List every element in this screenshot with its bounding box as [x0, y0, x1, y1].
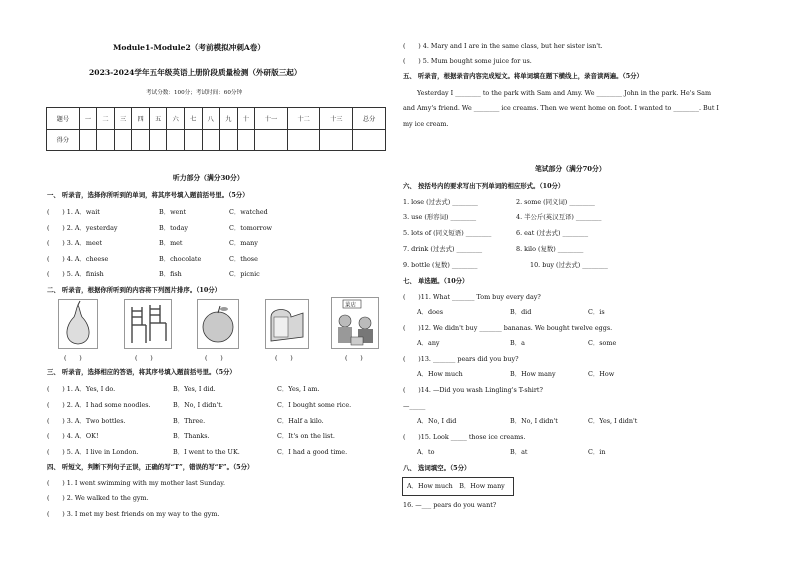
list-item: ( ) 1. A．Yes, I do. — [47, 385, 116, 393]
score-table-header-row: 题号 一 二 三 四 五 六 七 八 九 十 十一 十二 十三 总分 — [47, 108, 386, 130]
list-item: 5. lots of (同义短语) ________ — [403, 229, 492, 237]
bread-picture — [265, 299, 309, 349]
list-item: 9. bottle (复数) ________ — [403, 261, 478, 269]
score-table — [46, 107, 386, 151]
shop-sign: 菜店 — [345, 302, 357, 309]
list-item: ( ) 4. Mary and I are in the same class, but her sister isn't. — [403, 42, 603, 50]
word-box-options: A．How much B．How many — [407, 482, 505, 490]
list-item: ( ) 3. A．meet — [47, 239, 103, 247]
exam-title: Module1-Module2（考前模拟冲刺A卷） — [113, 43, 265, 52]
list-item: ( ) 1. A．wait — [47, 208, 100, 216]
list-item: 10. buy (过去式) ________ — [530, 261, 608, 269]
picture-blank[interactable]: ( ) — [135, 354, 153, 362]
list-item: ( ) 3. A．Two bottles. — [47, 417, 126, 425]
exam-info: 考试分数：100分；考试时间：60分钟 — [146, 90, 243, 96]
list-item: 8. kilo (复数) ________ — [516, 245, 584, 253]
section-7-title: 七、 单选题。（10分） — [403, 277, 469, 285]
list-item: 6. eat (过去式) ________ — [516, 229, 589, 237]
list-item: ( ) 3. I met my best friends on my way to the gym. — [47, 510, 220, 518]
section-2-title: 二、 听录音，根据你所听到的内容将下列图片排序。（10分） — [47, 286, 222, 294]
list-item: ( ) 5. A．I live in London. — [47, 448, 139, 456]
picture-blank[interactable]: ( ) — [64, 354, 82, 362]
section-6-title: 六、 按括号内的要求写出下列单词的相应形式。（10分） — [403, 182, 565, 190]
list-item: ( ) 5. Mum bought some juice for us. — [403, 57, 532, 65]
section-4-title: 四、 听短文，判断下列句子正误，正确的写“T”，错误的写“F”。（5分） — [47, 463, 254, 471]
passage-line: Yesterday I ________ to the park with Sam and Amy. We ________ John in the park. He's Sam — [417, 89, 712, 97]
question-15: ( )15. Look _____ those ice creams. — [403, 433, 526, 441]
right-column: ( ) 4. Mary and I are in the same class, but her sister isn't. ( ) 5. Mum bought some juice for us. 五、 听录音，根据录音内容完成短文。将单词填在题下横线上，录音读两遍。（5分） Yesterday I ________ to the park with Sam and Amy. We ________ John in the park. He's Sam and Amy's friend. We ________ ice creams. Then we went home on foot. I wanted to ________. But I my ice cream. 笔试部分（满分70分） 六、 按括号内的要求写出下列单词的相应形式。（10分） 1. lose (过去式) ________ 2. some (同义词) ________ 3. use (形容词) ________ 4. 半公斤(英汉互译) ________ 5. lots of (同义短语) ________ 6. eat (过去式) ________ 7. drink (过去式) ________ 8. kilo (复数) ________ 9. bottle (复数) ________ 10. buy (过去式) ________ 七、 单选题。（10分） ( )11. What _______ Tom buy every day? A．does B．did C．is ( )12. We didn't buy _______ bananas. We bought twelve eggs. A．any B．a C．some ( )13. _______ pears did you buy? A．How much B．How many C．How ( )14. —Did you wash Lingling's T-shirt? —_____ A．No, I did B．No, I didn't C．Yes, I didn't ( )15. Look _____ those ice creams. A．to B．at C．in 八、 选词填空。（5分） A．How much B．How many 16. —___ pears do you want? — [403, 42, 719, 509]
section-5-title: 五、 听录音，根据录音内容完成短文。将单词填在题下横线上，录音读两遍。（5分） — [403, 72, 643, 80]
passage-line: my ice cream. — [403, 120, 449, 128]
question-11: ( )11. What _______ Tom buy every day? — [403, 293, 541, 301]
list-item: ( ) 1. I went swimming with my mother last Sunday. — [47, 479, 226, 487]
passage-line: and Amy's friend. We ________ ice creams. Then we went home on foot. I wanted to ________. But I — [403, 104, 719, 112]
section-1-title: 一、 听录音，选择你所听到的单词，将其序号填入题前括号里。（5分） — [47, 191, 249, 199]
list-item: ( ) 2. We walked to the gym. — [47, 494, 149, 502]
list-item: 3. use (形容词) ________ — [403, 213, 477, 221]
score-table-score-row: 得分 — [47, 129, 386, 151]
question-16: 16. —___ pears do you want? — [403, 501, 497, 509]
list-item: ( ) 5. A．finish — [47, 270, 104, 278]
exam-subtitle: 2023-2024学年五年级英语上册阶段质量检测（外研版三起） — [89, 68, 302, 77]
apple-picture — [197, 299, 239, 349]
question-13: ( )13. _______ pears did you buy? — [403, 355, 519, 363]
listening-heading: 听力部分（满分30分） — [173, 174, 244, 182]
list-item: 7. drink (过去式) ________ — [403, 245, 483, 253]
list-item: ( ) 4. A．cheese — [47, 255, 109, 263]
list-item: 1. lose (过去式) ________ — [403, 198, 478, 206]
picture-blank[interactable]: ( ) — [205, 354, 223, 362]
section-8-title: 八、 选词填空。（5分） — [403, 464, 471, 472]
list-item: 2. some (同义词) ________ — [516, 198, 595, 206]
shop-picture — [331, 297, 379, 349]
list-item: 4. 半公斤(英汉互译) ________ — [516, 213, 602, 221]
question-14: ( )14. —Did you wash Lingling's T-shirt? — [403, 386, 543, 394]
question-12: ( )12. We didn't buy _______ bananas. We bought twelve eggs. — [403, 324, 613, 332]
pear-picture — [58, 299, 98, 349]
picture-blank[interactable]: ( ) — [345, 354, 363, 362]
left-column: Module1-Module2（考前模拟冲刺A卷） 2023-2024学年五年级英语上册阶段质量检测（外研版三起） 考试分数：100分；考试时间：60分钟 题号 一 二 三 四 五 六 七 八 九 十 十一 十二 十三 总分 得分 听力部分（满分30分） 一、 听录音，选择你所听到的单词，将其序号填入题前括号里。（5分） ( ) 1. A．wait B．went C．watched ( ) 2. A．yesterday B．today C．tomorrow ( ) 3. A．meet B．met C．many ( ) 4. A．cheese B．chocolate C．those ( ) 5. A．finish B．fish C．picnic 二、 听录音，根据你所听到的内容将下列图片排序。（10分） 菜店 ( ) ( ) ( ) ( ) ( ) 三、 听录音，选择相应的答语，将其序号填入题前括号里。（5分） ( ) 1. A．Yes, I do. B．Yes, I did. C．Yes, I am. ( ) 2. A．I had some noodles. B．No, I didn't. C．I bought some rice. ( ) 3. A．Two bottles. B．Three. C．Half a kilo. ( ) 4. A．OK! B．Thanks. C．It's on the list. ( ) 5. A．I live in London. B．I went to the UK. C．I had a good time. 四、 听短文，判断下列句子正误，正确的写“T”，错误的写“F”。（5分） ( ) 1. I went swimming with my mother last Sunday. ( ) 2. We walked to the gym. ( ) 3. I met my best friends on my way to the gym. — [0, 0, 397, 562]
section-3-title: 三、 听录音，选择相应的答语，将其序号填入题前括号里。（5分） — [47, 368, 236, 376]
list-item: ( ) 2. A．yesterday — [47, 224, 118, 232]
chairs-picture — [124, 299, 172, 349]
list-item: ( ) 2. A．I had some noodles. — [47, 401, 151, 409]
writing-heading: 笔试部分（满分70分） — [535, 165, 606, 173]
picture-blank[interactable]: ( ) — [275, 354, 293, 362]
list-item: ( ) 4. A．OK! — [47, 432, 99, 440]
